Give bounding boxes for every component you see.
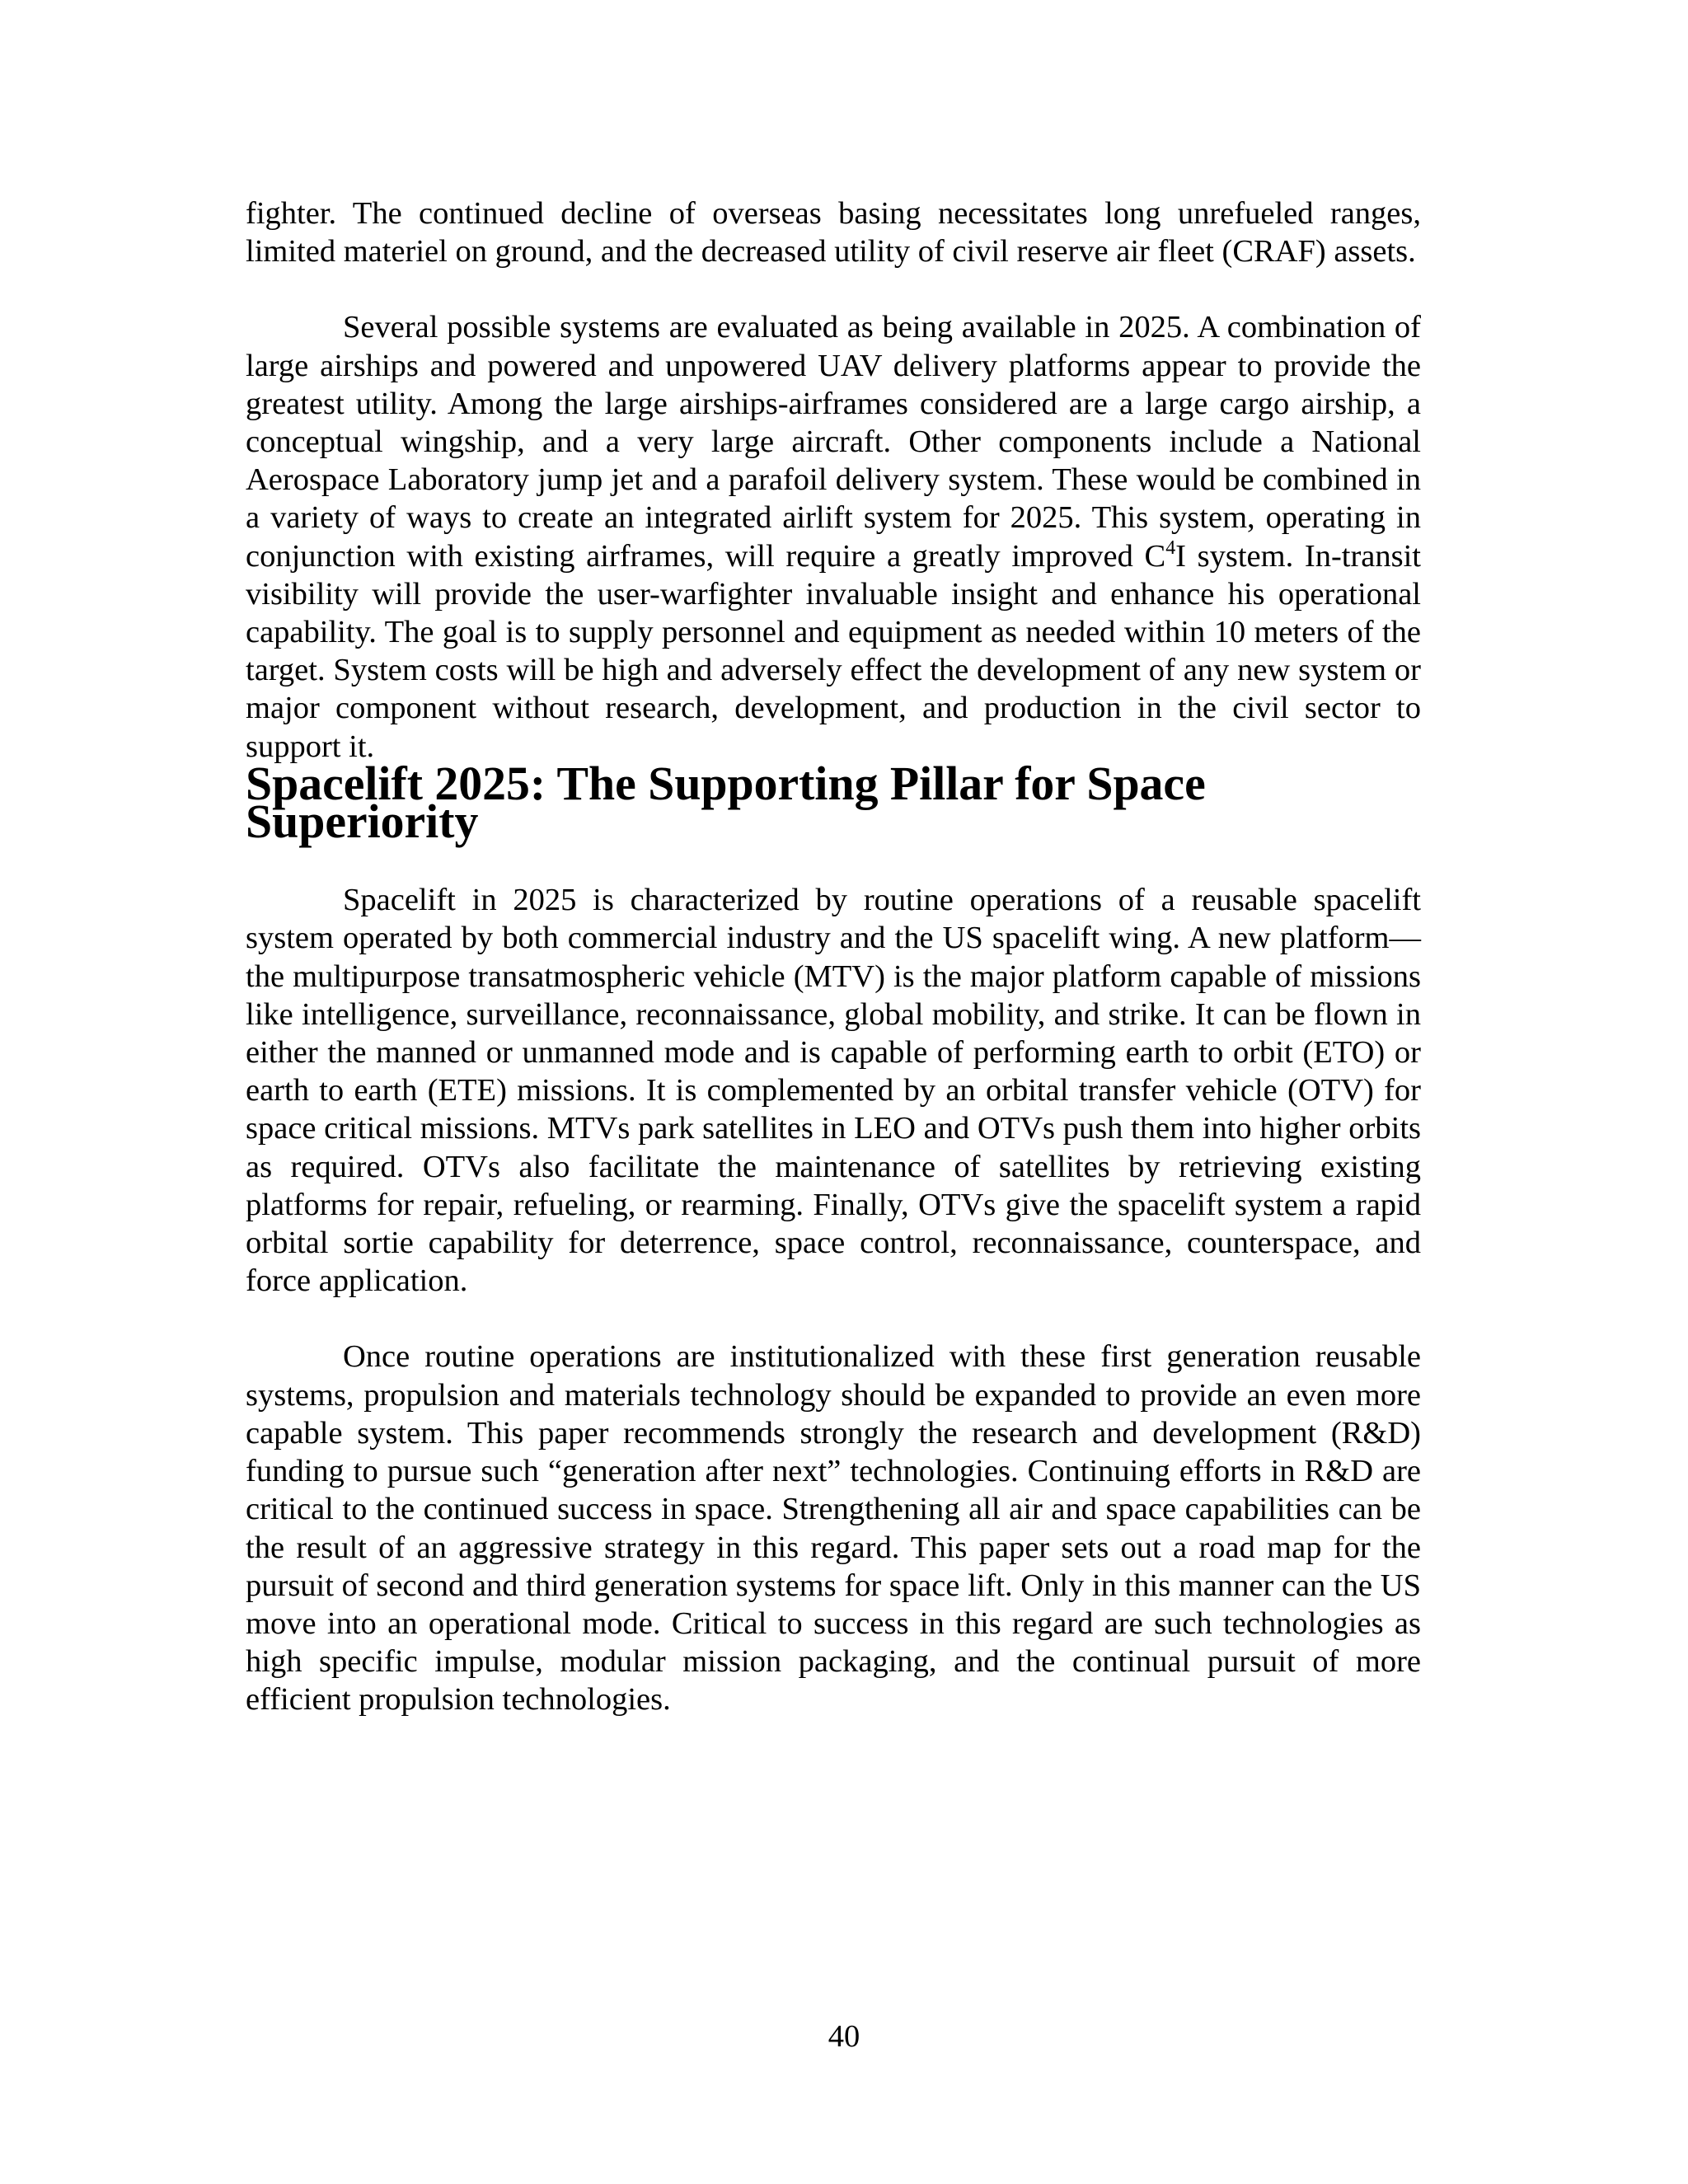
paragraph-possible-systems-text-end: I system. In-transit visibility will provide the user-warfighter invaluable insight and enhance his operational capability. The goal is to supply personnel and equipment as needed within 10 meters of the target. System costs will be high and adversely effect the development of any new system or major component without research, development, and production in the civil sector to support it. (246, 538, 1422, 764)
section-heading: Spacelift 2025: The Supporting Pillar for Space Superiority (246, 757, 1206, 849)
paragraph-continued-fighter: fighter. The continued decline of overseas basing necessitates long unrefueled ranges, limited materiel on ground, and the decreased utility of civil reserve air fleet (CRAF) assets. (246, 196, 1421, 269)
paragraph-routine-operations: Once routine operations are institutionalized with these first generation reusable systems, propulsion and materials technology should be expanded to provide an even more capable system. This paper recommends strongly the research and development (R&D) funding to pursue such “generation after next” technologies. Continuing efforts in R&D are critical to the continued success in space. Strengthening all air and space capabilities can be the result of an aggressive strategy in this regard. This paper sets out a road map for the pursuit of second and third generation systems for space lift. Only in this manner can the US move into an operational mode. Critical to success in this regard are such technologies as high specific impulse, modular mission packaging, and the continual pursuit of more efficient propulsion technologies. (246, 1339, 1421, 1718)
paragraph-possible-systems-text-start: Several possible systems are evaluated as being available in 2025. A combination of large airships and powered and unpowered UAV delivery platforms appear to provide the greatest utility. Among the large airships-airframes considered are a large cargo airship, a conceptual wingship, and a very large aircraft. Other components include a National Aerospace Laboratory jump jet and a parafoil delivery system. These would be combined in a variety of ways to create an integrated airlift system for 2025. This system, operating in conjunction with existing airframes, will require a greatly improved C (246, 310, 1421, 574)
page-number: 40 (828, 2019, 860, 2054)
paragraph-spacelift-2025: Spacelift in 2025 is characterized by routine operations of a reusable spacelift system operated by both commercial industry and the US spacelift wing. A new platform—the multipurpose transatmospheric vehicle (MTV) is the major platform capable of missions like intelligence, surveillance, reconnaissance, global mobility, and strike. It can be flown in either the manned or unmanned mode and is capable of performing earth to orbit (ETO) or earth to earth (ETE) missions. It is complemented by an orbital transfer vehicle (OTV) for space critical missions. MTVs park satellites in LEO and OTVs push them into higher orbits as required. OTVs also facilitate the maintenance of satellites by retrieving existing platforms for repair, refueling, or rearming. Finally, OTVs give the spacelift system a rapid orbital sortie capability for deterrence, space control, reconnaissance, counterspace, and force application. (246, 883, 1421, 1299)
paragraph-possible-systems (246, 308, 1421, 765)
superscript-four: 4 (1165, 537, 1176, 559)
page-body (246, 194, 1421, 1719)
